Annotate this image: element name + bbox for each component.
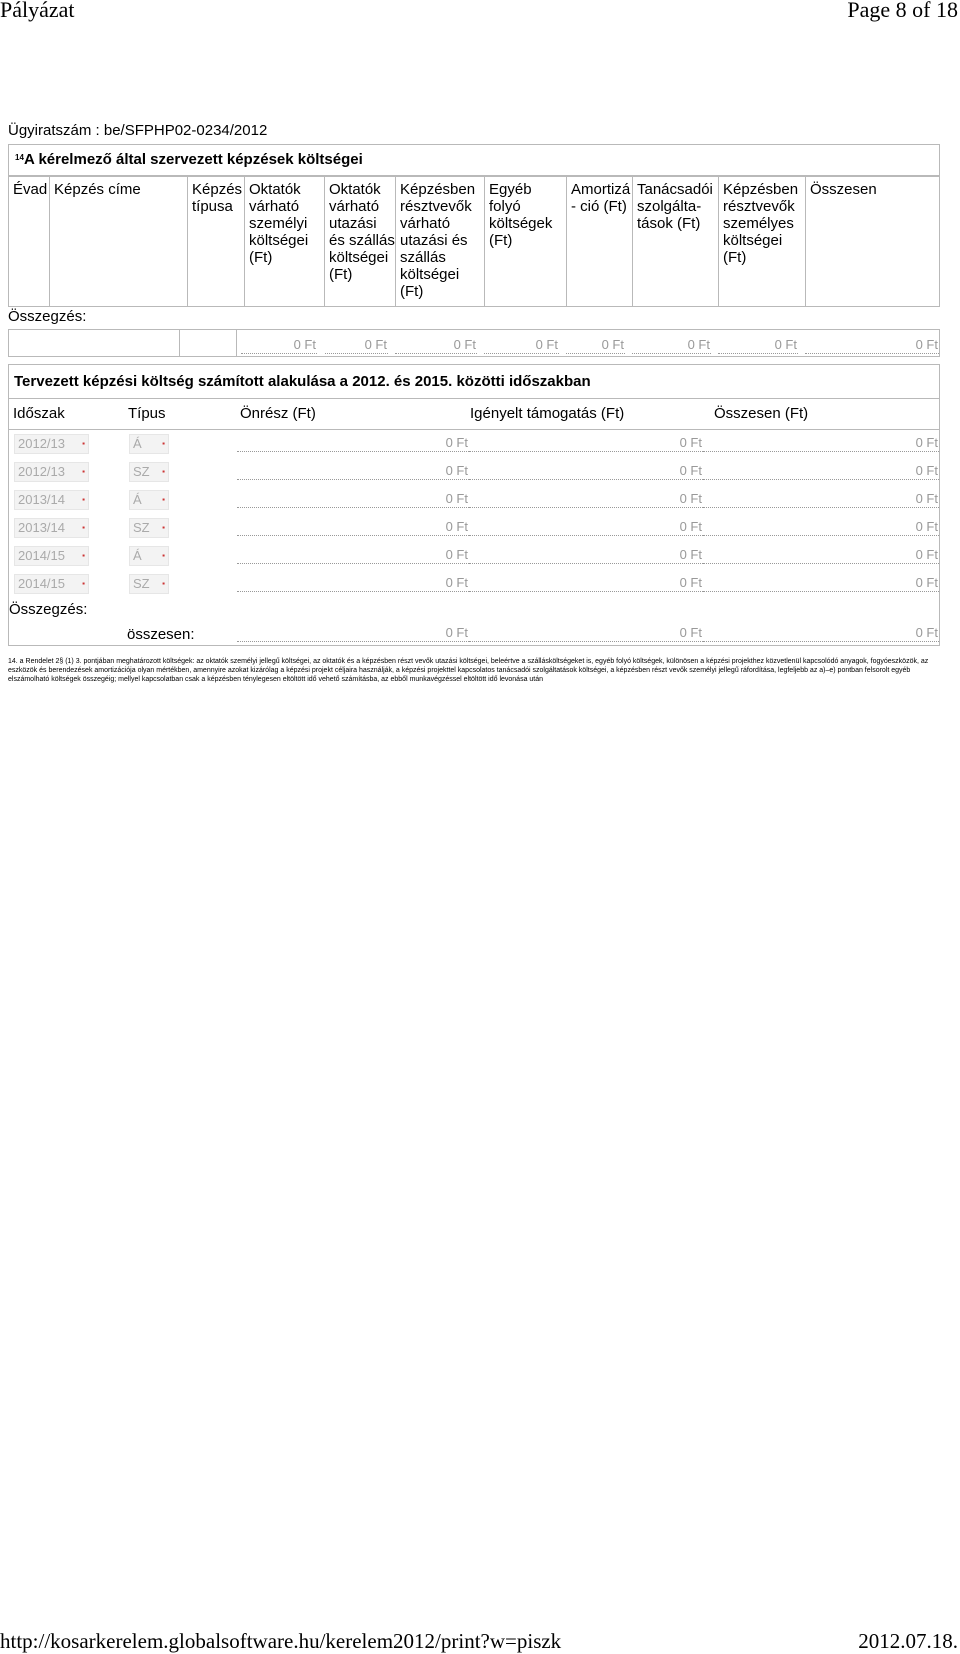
dropdown-arrow-icon: ▪ [82,523,85,532]
col-header-participant-travel: Képzésben résztvevők várható utazási és szállás költségei (Ft) [396,177,485,307]
dropdown-arrow-icon: ▪ [82,439,85,448]
col-header-amortization: Amortizá - ció (Ft) [567,177,633,307]
summary-value[interactable]: 0 Ft [566,336,625,354]
dropdown-arrow-icon: ▪ [162,495,165,504]
requested-support-field[interactable]: 0 Ft [469,574,703,592]
summary-value[interactable]: 0 Ft [718,336,798,354]
total-requested-support[interactable]: 0 Ft [469,624,703,642]
period-value: 2014/15 [18,548,65,563]
summary-value[interactable]: 0 Ft [241,336,317,354]
summary-value[interactable]: 0 Ft [325,336,388,354]
row-total-field[interactable]: 0 Ft [703,462,939,480]
period-value: 2013/14 [18,492,65,507]
col-header-consulting: Tanácsadói szolgálta- tások (Ft) [633,177,719,307]
section2-summary-label: Összegzés: [9,601,88,618]
period-select[interactable] [14,462,89,482]
col-header-training-type: Képzés típusa [188,177,245,307]
section2-table-body [8,430,940,646]
col-header-season: Évad [9,177,50,307]
summary-cell-blank [180,330,237,357]
summary-value[interactable]: 0 Ft [484,336,559,354]
period-select[interactable] [14,434,89,454]
section1-summary-row [8,329,940,357]
col-header-training-title: Képzés címe [50,177,188,307]
row-total-field[interactable]: 0 Ft [703,434,939,452]
type-select[interactable] [129,546,169,566]
requested-support-field[interactable]: 0 Ft [469,518,703,536]
own-contribution-field[interactable]: 0 Ft [237,574,469,592]
row-total-field[interactable]: 0 Ft [703,518,939,536]
footer-date: 2012.07.18. [858,1629,958,1653]
type-select[interactable] [129,574,169,594]
type-value: Á [133,548,142,563]
dropdown-arrow-icon: ▪ [162,439,165,448]
period-value: 2012/13 [18,436,65,451]
row-total-field[interactable]: 0 Ft [703,490,939,508]
total-own-contribution[interactable]: 0 Ft [237,624,469,642]
section2-header-row [8,399,940,430]
section1-summary-label: Összegzés: [8,308,87,325]
type-value: Á [133,492,142,507]
type-value: Á [133,436,142,451]
type-select[interactable] [129,434,169,454]
requested-support-field[interactable]: 0 Ft [469,462,703,480]
section2-title: Tervezett képzési költség számított alakulása a 2012. és 2015. közötti időszakban [14,373,591,390]
col-header-period: Időszak [13,405,65,422]
grand-total[interactable]: 0 Ft [703,624,939,642]
dropdown-arrow-icon: ▪ [82,467,85,476]
own-contribution-field[interactable]: 0 Ft [237,518,469,536]
type-value: SZ [133,464,150,479]
case-number: Ügyiratszám : be/SFPHP02-0234/2012 [8,122,268,139]
dropdown-arrow-icon: ▪ [162,551,165,560]
own-contribution-field[interactable]: 0 Ft [237,462,469,480]
footnote-text: 14. a Rendelet 2§ (1) 3. pontjában meghatározott költségek: az oktatók személyi jellegű költségei, az oktatók és a képzésben részt vevők utazási költségei, beleértve a szállásköltségeket is, egyéb folyó költségek, különösen a képzési projekthez közvetlenül kapcsolódó anyagok, fogyóeszközök, az eszközök és berendezések amortizációja olyan mértékben, amennyire azokat kizárólag a képzési projekt céljaira használják, a képzési projekttel kapcsolatos tanácsadói szolgáltatások költségei, a képzésben részt vevők személyi jellegű ráfordítása, legfeljebb az a)–e) pontban felsorolt egyéb elszámolható költségek összegéig; mellyel kapcsolatban csak a képzésben ténylegesen eltöltött idő vehető számításba, az ebből munkavégzéssel eltöltött idő levonása után [8,658,929,683]
period-value: 2013/14 [18,520,65,535]
section1-title: A kérelmező által szervezett képzések költségei [24,151,363,168]
dropdown-arrow-icon: ▪ [162,467,165,476]
col-header-requested-support: Igényelt támogatás (Ft) [470,405,625,422]
row-total-field[interactable]: 0 Ft [703,574,939,592]
own-contribution-field[interactable]: 0 Ft [237,546,469,564]
dropdown-arrow-icon: ▪ [82,579,85,588]
type-select[interactable] [129,518,169,538]
own-contribution-field[interactable]: 0 Ft [237,490,469,508]
page-header-title: Pályázat [0,0,75,22]
period-select[interactable] [14,518,89,538]
requested-support-field[interactable]: 0 Ft [469,490,703,508]
type-value: SZ [133,520,150,535]
type-value: SZ [133,576,150,591]
col-header-other-costs: Egyéb folyó költségek (Ft) [485,177,567,307]
dropdown-arrow-icon: ▪ [162,523,165,532]
section1-title-bar [8,144,940,176]
period-value: 2012/13 [18,464,65,479]
col-header-own-contribution: Önrész (Ft) [240,405,316,422]
summary-value[interactable]: 0 Ft [395,336,477,354]
col-header-type: Típus [128,405,166,422]
col-header-trainer-travel: Oktatók várható utazási és szállás költségei (Ft) [325,177,396,307]
col-header-total: Összesen [810,181,877,198]
requested-support-field[interactable]: 0 Ft [469,434,703,452]
type-select[interactable] [129,462,169,482]
period-select[interactable] [14,574,89,594]
period-select[interactable] [14,490,89,510]
footnote-mark: 14 [15,153,24,162]
dropdown-arrow-icon: ▪ [162,579,165,588]
col-header-trainer-personal: Oktatók várható személyi költségei (Ft) [245,177,325,307]
section2-total-label: összesen: [127,626,195,643]
summary-value[interactable]: 0 Ft [632,336,711,354]
section1-header-table [8,176,940,307]
period-value: 2014/15 [18,576,65,591]
col-header-total-ft: Összesen (Ft) [714,405,809,422]
page-number: Page 8 of 18 [847,0,958,22]
col-header-participant-personal: Képzésben résztvevők személyes költségei (Ft) [719,177,806,307]
dropdown-arrow-icon: ▪ [82,551,85,560]
requested-support-field[interactable]: 0 Ft [469,546,703,564]
dropdown-arrow-icon: ▪ [82,495,85,504]
footer-url: http://kosarkerelem.globalsoftware.hu/kerelem2012/print?w=piszk [0,1629,562,1653]
type-select[interactable] [129,490,169,510]
summary-cell-blank [9,330,180,357]
section2-title-bar [8,364,940,399]
own-contribution-field[interactable]: 0 Ft [237,434,469,452]
row-total-field[interactable]: 0 Ft [703,546,939,564]
period-select[interactable] [14,546,89,566]
summary-value[interactable]: 0 Ft [805,336,939,354]
